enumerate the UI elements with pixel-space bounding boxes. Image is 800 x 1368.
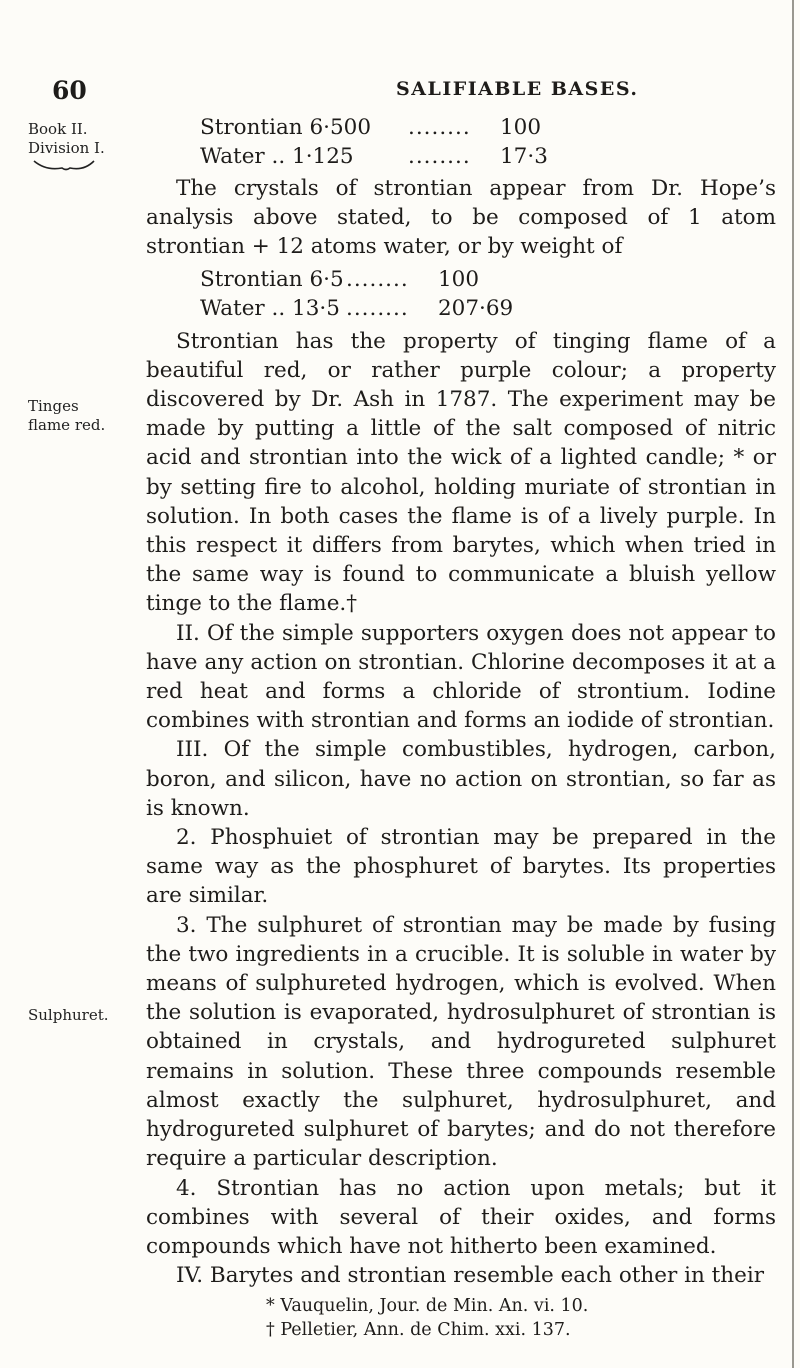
table-row: Water .. 13·5 ........ 207·69	[200, 295, 514, 321]
paragraph-sulphuret: 3. The sulphuret of strontian may be made by fusing the two ingredients in a crucible. It is soluble in water by means of sulphureted hydrogen, which is evolved. When the solution is evaporated, hydrosulphuret of strontian is obtained in crystals, and hydrogureted sulphuret remains in solution. These three compounds resemble almost exactly the sulphuret, hydrosulphuret, and hydrogureted sulphuret of barytes; and do not therefore require a particular description.	[146, 912, 776, 1172]
main-text	[146, 113, 776, 1290]
table-row: Strontian 6·500 ........ 100	[200, 115, 542, 140]
paragraph-metals: 4. Strontian has no action upon metals; but it combines with several of their oxides, and forms compounds which have not hitherto been examined.	[146, 1175, 776, 1259]
footnote: * Vauquelin, Jour. de Min. An. vi. 10.	[266, 1296, 589, 1316]
table-row: Water .. 1·125 ........ 17·3	[200, 144, 548, 169]
sidenote-division: Division I.	[28, 139, 105, 157]
flourish-ornament-icon	[32, 159, 96, 173]
composition-table-1	[146, 113, 776, 171]
sidenote-flame-line1: Tinges	[28, 397, 79, 415]
sidenote-flame-line2: flame red.	[28, 416, 106, 434]
footnotes	[146, 1294, 776, 1342]
sidenote-tinges-flame	[28, 397, 105, 435]
paragraph-flame: Strontian has the property of tinging flame of a beautiful red, or rather purple colour; a property discovered by Dr. Ash in 1787. The experiment may be made by putting a little of the salt composed of nitric acid and strontian into the wick of a lighted candle; * or by setting fire to alcohol, holding muriate of strontian in solution. In both cases the flame is of a lively purple. In this respect it differs from barytes, which when tried in the same way is found to communicate a bluish yellow tinge to the flame.†	[146, 328, 776, 617]
sidenote-sulphuret: Sulphuret.	[28, 1006, 109, 1024]
footnote: † Pelletier, Ann. de Chim. xxi. 137.	[266, 1320, 571, 1340]
running-head	[24, 76, 776, 106]
composition-table-2	[146, 265, 776, 323]
page-edge	[792, 0, 794, 1368]
paragraph-crystals: The crystals of strontian appear from Dr. Hope’s analysis above stated, to be composed of 1 atom strontian + 12 atoms water, or by weight of	[146, 176, 776, 260]
page-number: 60	[52, 76, 87, 105]
paragraph-supporters: II. Of the simple supporters oxygen does not appear to have any action on strontian. Chlorine decomposes it at a red heat and forms a chloride of strontium. Iodine combines with strontian and forms an iodide of strontian.	[146, 620, 776, 734]
sidenote-book: Book II.	[28, 120, 88, 138]
paragraph-barytes: IV. Barytes and strontian resemble each other in their	[176, 1263, 765, 1289]
table-row: Strontian 6·5 ........ 100	[200, 266, 480, 292]
paragraph-phosphuret: 2. Phosphuiet of strontian may be prepared in the same way as the phosphuret of barytes. Its properties are similar.	[146, 825, 776, 909]
sidenote-book-division	[28, 120, 105, 173]
paragraph-combustibles: III. Of the simple combustibles, hydrogen, carbon, boron, and silicon, have no action on strontian, so far as is known.	[146, 737, 776, 821]
running-title: SALIFIABLE BASES.	[396, 78, 639, 100]
